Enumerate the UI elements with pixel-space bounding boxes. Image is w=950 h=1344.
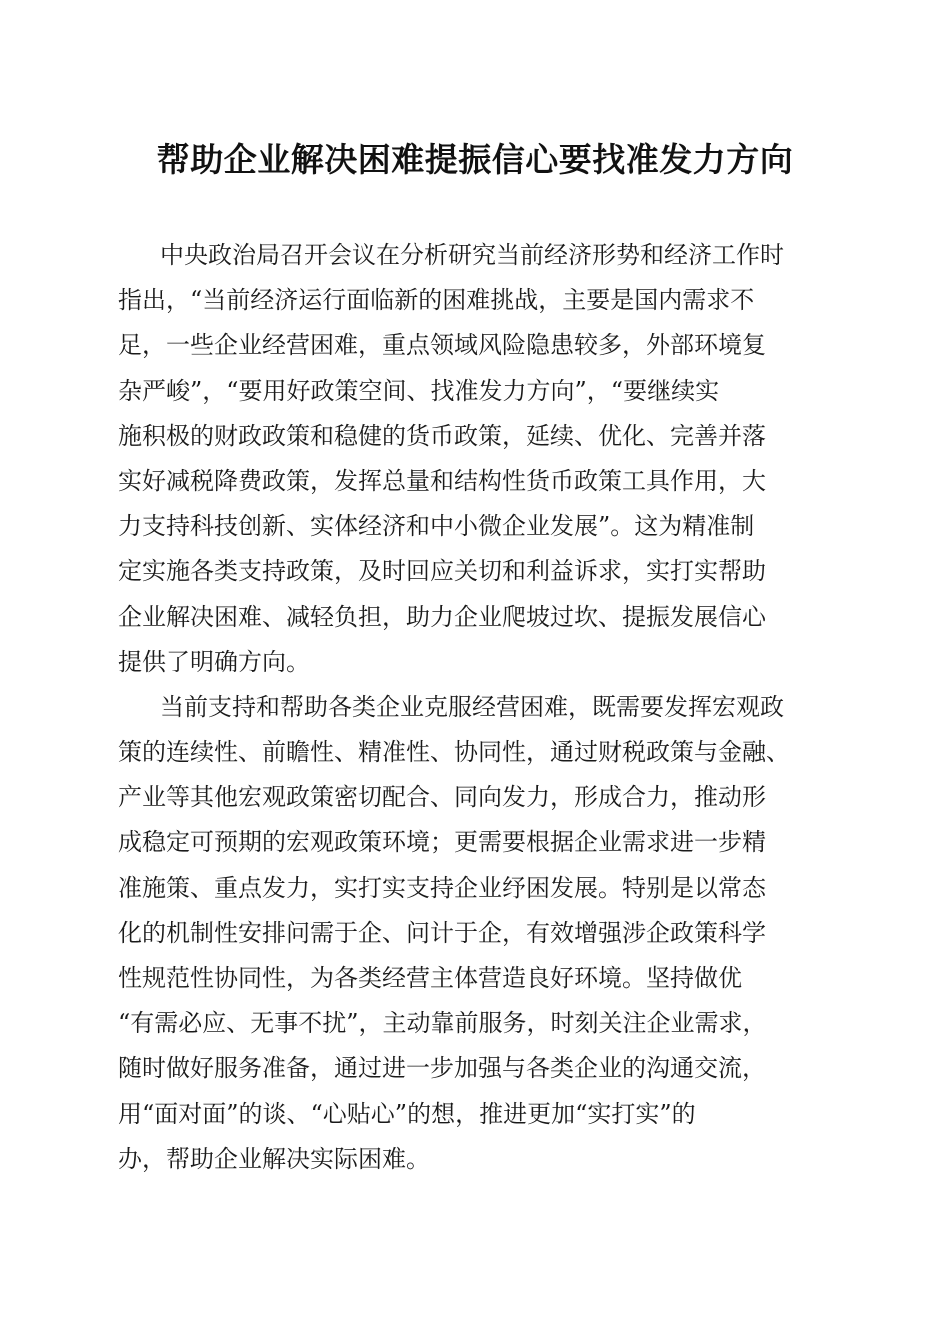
paragraph-line: 办，帮助企业解决实际困难。: [118, 1144, 430, 1173]
paragraph-line: “有需必应、无事不扰”，主动靠前服务，时刻关注企业需求，: [118, 1009, 767, 1038]
paragraph-line: 成稳定可预期的宏观政策环境；更需要根据企业需求进一步精: [118, 828, 766, 857]
paragraph-2: [118, 685, 838, 1182]
paragraph-line: 中央政治局召开会议在分析研究当前经济形势和经济工作时: [160, 241, 784, 269]
paragraph-1: [118, 233, 838, 685]
document-body: [118, 233, 838, 1182]
paragraph-line: 产业等其他宏观政策密切配合、同向发力，形成合力，推动形: [118, 783, 766, 812]
paragraph-line: 企业解决困难、减轻负担，助力企业爬坡过坎、提振发展信心: [118, 602, 766, 631]
paragraph-line: 性规范性协同性，为各类经营主体营造良好环境。坚持做优: [118, 964, 742, 992]
paragraph-line: 随时做好服务准备，通过进一步加强与各类企业的沟通交流，: [118, 1054, 766, 1083]
paragraph-line: 定实施各类支持政策，及时回应关切和利益诉求，实打实帮助: [118, 557, 766, 586]
paragraph-line: 指出，“当前经济运行面临新的困难挑战，主要是国内需求不: [118, 286, 755, 315]
paragraph-line: 杂严峻”，“要用好政策空间、找准发力方向”，“要继续实: [118, 376, 720, 405]
paragraph-line: 准施策、重点发力，实打实支持企业纾困发展。特别是以常态: [118, 873, 766, 902]
paragraph-line: 足，一些企业经营困难，重点领域风险隐患较多，外部环境复: [118, 331, 766, 360]
paragraph-line: 力支持科技创新、实体经济和中小微企业发展”。这为精准制: [118, 512, 755, 541]
paragraph-line: 策的连续性、前瞻性、精准性、协同性，通过财税政策与金融、: [118, 738, 790, 767]
paragraph-line: 用“面对面”的谈、“心贴心”的想，推进更加“实打实”的: [118, 1099, 696, 1128]
paragraph-line: 当前支持和帮助各类企业克服经营困难，既需要发挥宏观政: [160, 692, 784, 721]
paragraph-line: 施积极的财政政策和稳健的货币政策，延续、优化、完善并落: [118, 421, 766, 450]
paragraph-line: 提供了明确方向。: [118, 647, 310, 676]
document-title: 帮助企业解决困难提振信心要找准发力方向: [156, 140, 794, 179]
paragraph-line: 化的机制性安排问需于企、问计于企，有效增强涉企政策科学: [118, 918, 766, 947]
paragraph-line: 实好减税降费政策，发挥总量和结构性货币政策工具作用，大: [118, 466, 766, 495]
